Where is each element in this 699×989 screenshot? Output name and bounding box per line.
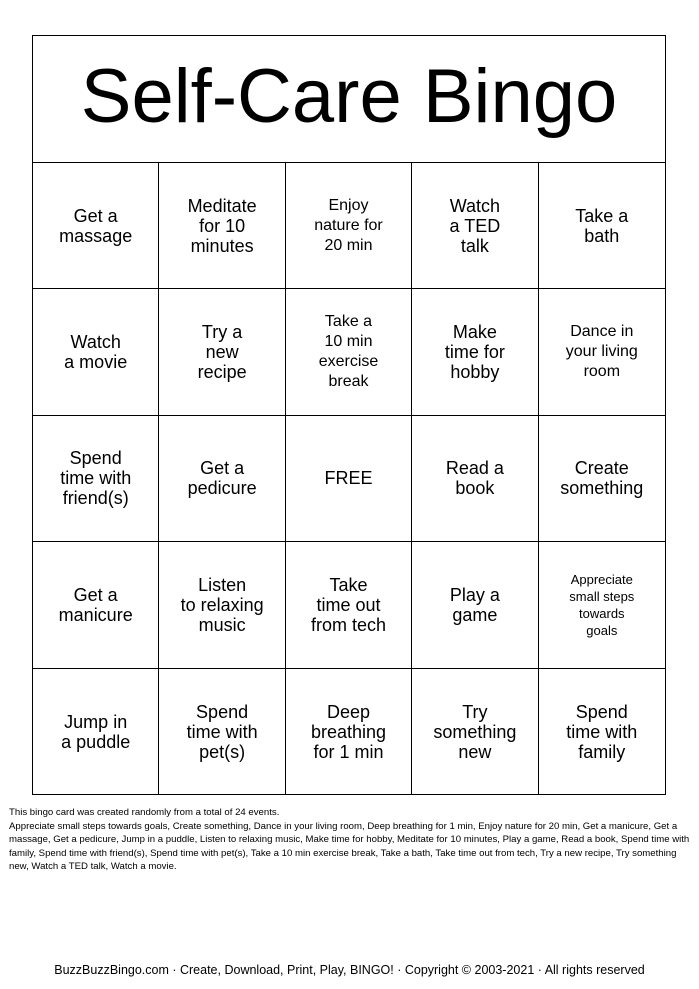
bingo-cell-text: Spend time with friend(s) xyxy=(60,448,132,509)
bingo-cell xyxy=(159,669,285,795)
bingo-cell xyxy=(539,289,665,415)
bingo-cell xyxy=(33,163,159,289)
notes-line: family, Spend time with friend(s), Spend time with pet(s), Take a 10 min exercise break, Take a bath, Take time out from tech, Try a new recipe, Try something xyxy=(9,847,677,859)
bingo-cell-text: Dance in your living room xyxy=(565,323,638,381)
bingo-cell-text: Deep breathing for 1 min xyxy=(310,701,387,762)
event-notes xyxy=(9,806,691,874)
bingo-cell-text: FREE xyxy=(324,468,373,489)
bingo-cell-text: Make time for hobby xyxy=(444,322,505,383)
bingo-cell-text: Spend time with pet(s) xyxy=(186,701,258,762)
bingo-cell-text: Create something xyxy=(560,458,644,499)
bingo-cell-text: Spend time with family xyxy=(566,701,638,762)
bingo-cell xyxy=(286,542,412,668)
bingo-grid xyxy=(33,163,665,795)
notes-line: massage, Get a pedicure, Jump in a puddle, Listen to relaxing music, Make time for hobby, Meditate for 10 minutes, Play a game, Read a book, Spend time with xyxy=(9,834,690,845)
bingo-cell xyxy=(33,542,159,668)
bingo-cell xyxy=(412,289,538,415)
bingo-cell-text: Get a pedicure xyxy=(187,458,257,499)
bingo-cell xyxy=(412,416,538,542)
notes-intro: This bingo card was created randomly from a total of 24 events. xyxy=(9,807,280,818)
bingo-cell xyxy=(539,416,665,542)
bingo-cell-text: Take a bath xyxy=(575,205,629,246)
bingo-cell xyxy=(159,416,285,542)
bingo-cell xyxy=(286,289,412,415)
bingo-cell-text: Listen to relaxing music xyxy=(180,574,264,635)
bingo-cell-text: Get a manicure xyxy=(58,584,133,625)
bingo-cell-text: Meditate for 10 minutes xyxy=(187,195,257,256)
bingo-cell xyxy=(33,669,159,795)
bingo-cell-text: Try something new xyxy=(433,701,517,762)
footer-text: BuzzBuzzBingo.com · Create, Download, Print, Play, BINGO! · Copyright © 2003-2021 · All rights reserved xyxy=(54,963,645,977)
bingo-cell-text: Play a game xyxy=(449,584,500,625)
bingo-cell-text: Jump in a puddle xyxy=(61,711,131,752)
notes-line: new, Watch a TED talk, Watch a movie. xyxy=(9,861,177,872)
bingo-cell xyxy=(539,163,665,289)
bingo-cell xyxy=(412,163,538,289)
bingo-cell xyxy=(159,289,285,415)
bingo-cell-text: Watch a movie xyxy=(64,332,128,373)
bingo-cell-text: Watch a TED talk xyxy=(449,195,501,256)
bingo-cell xyxy=(412,542,538,668)
bingo-cell-text: Read a book xyxy=(445,458,504,499)
bingo-cell xyxy=(286,669,412,795)
bingo-cell xyxy=(286,416,412,542)
bingo-cell-text: Take time out from tech xyxy=(310,574,386,635)
bingo-cell xyxy=(159,163,285,289)
bingo-cell xyxy=(286,163,412,289)
bingo-cell-text: Get a massage xyxy=(59,205,133,246)
bingo-cell-text: Enjoy nature for 20 min xyxy=(314,196,383,254)
bingo-card xyxy=(32,35,666,795)
bingo-cell xyxy=(33,416,159,542)
bingo-cell xyxy=(159,542,285,668)
notes-line: Appreciate small steps towards goals, Create something, Dance in your living room, Deep breathing for 1 min, Enjoy nature for 20 min, Get a manicure, Get a xyxy=(9,820,678,832)
bingo-cell xyxy=(539,542,665,668)
bingo-cell xyxy=(33,289,159,415)
bingo-cell-text: Appreciate small steps towards goals xyxy=(569,571,635,638)
bingo-cell xyxy=(539,669,665,795)
bingo-cell-text: Take a 10 min exercise break xyxy=(318,313,379,391)
card-title: Self-Care Bingo xyxy=(33,36,665,163)
bingo-cell-text: Try a new recipe xyxy=(197,322,247,383)
bingo-cell xyxy=(412,669,538,795)
